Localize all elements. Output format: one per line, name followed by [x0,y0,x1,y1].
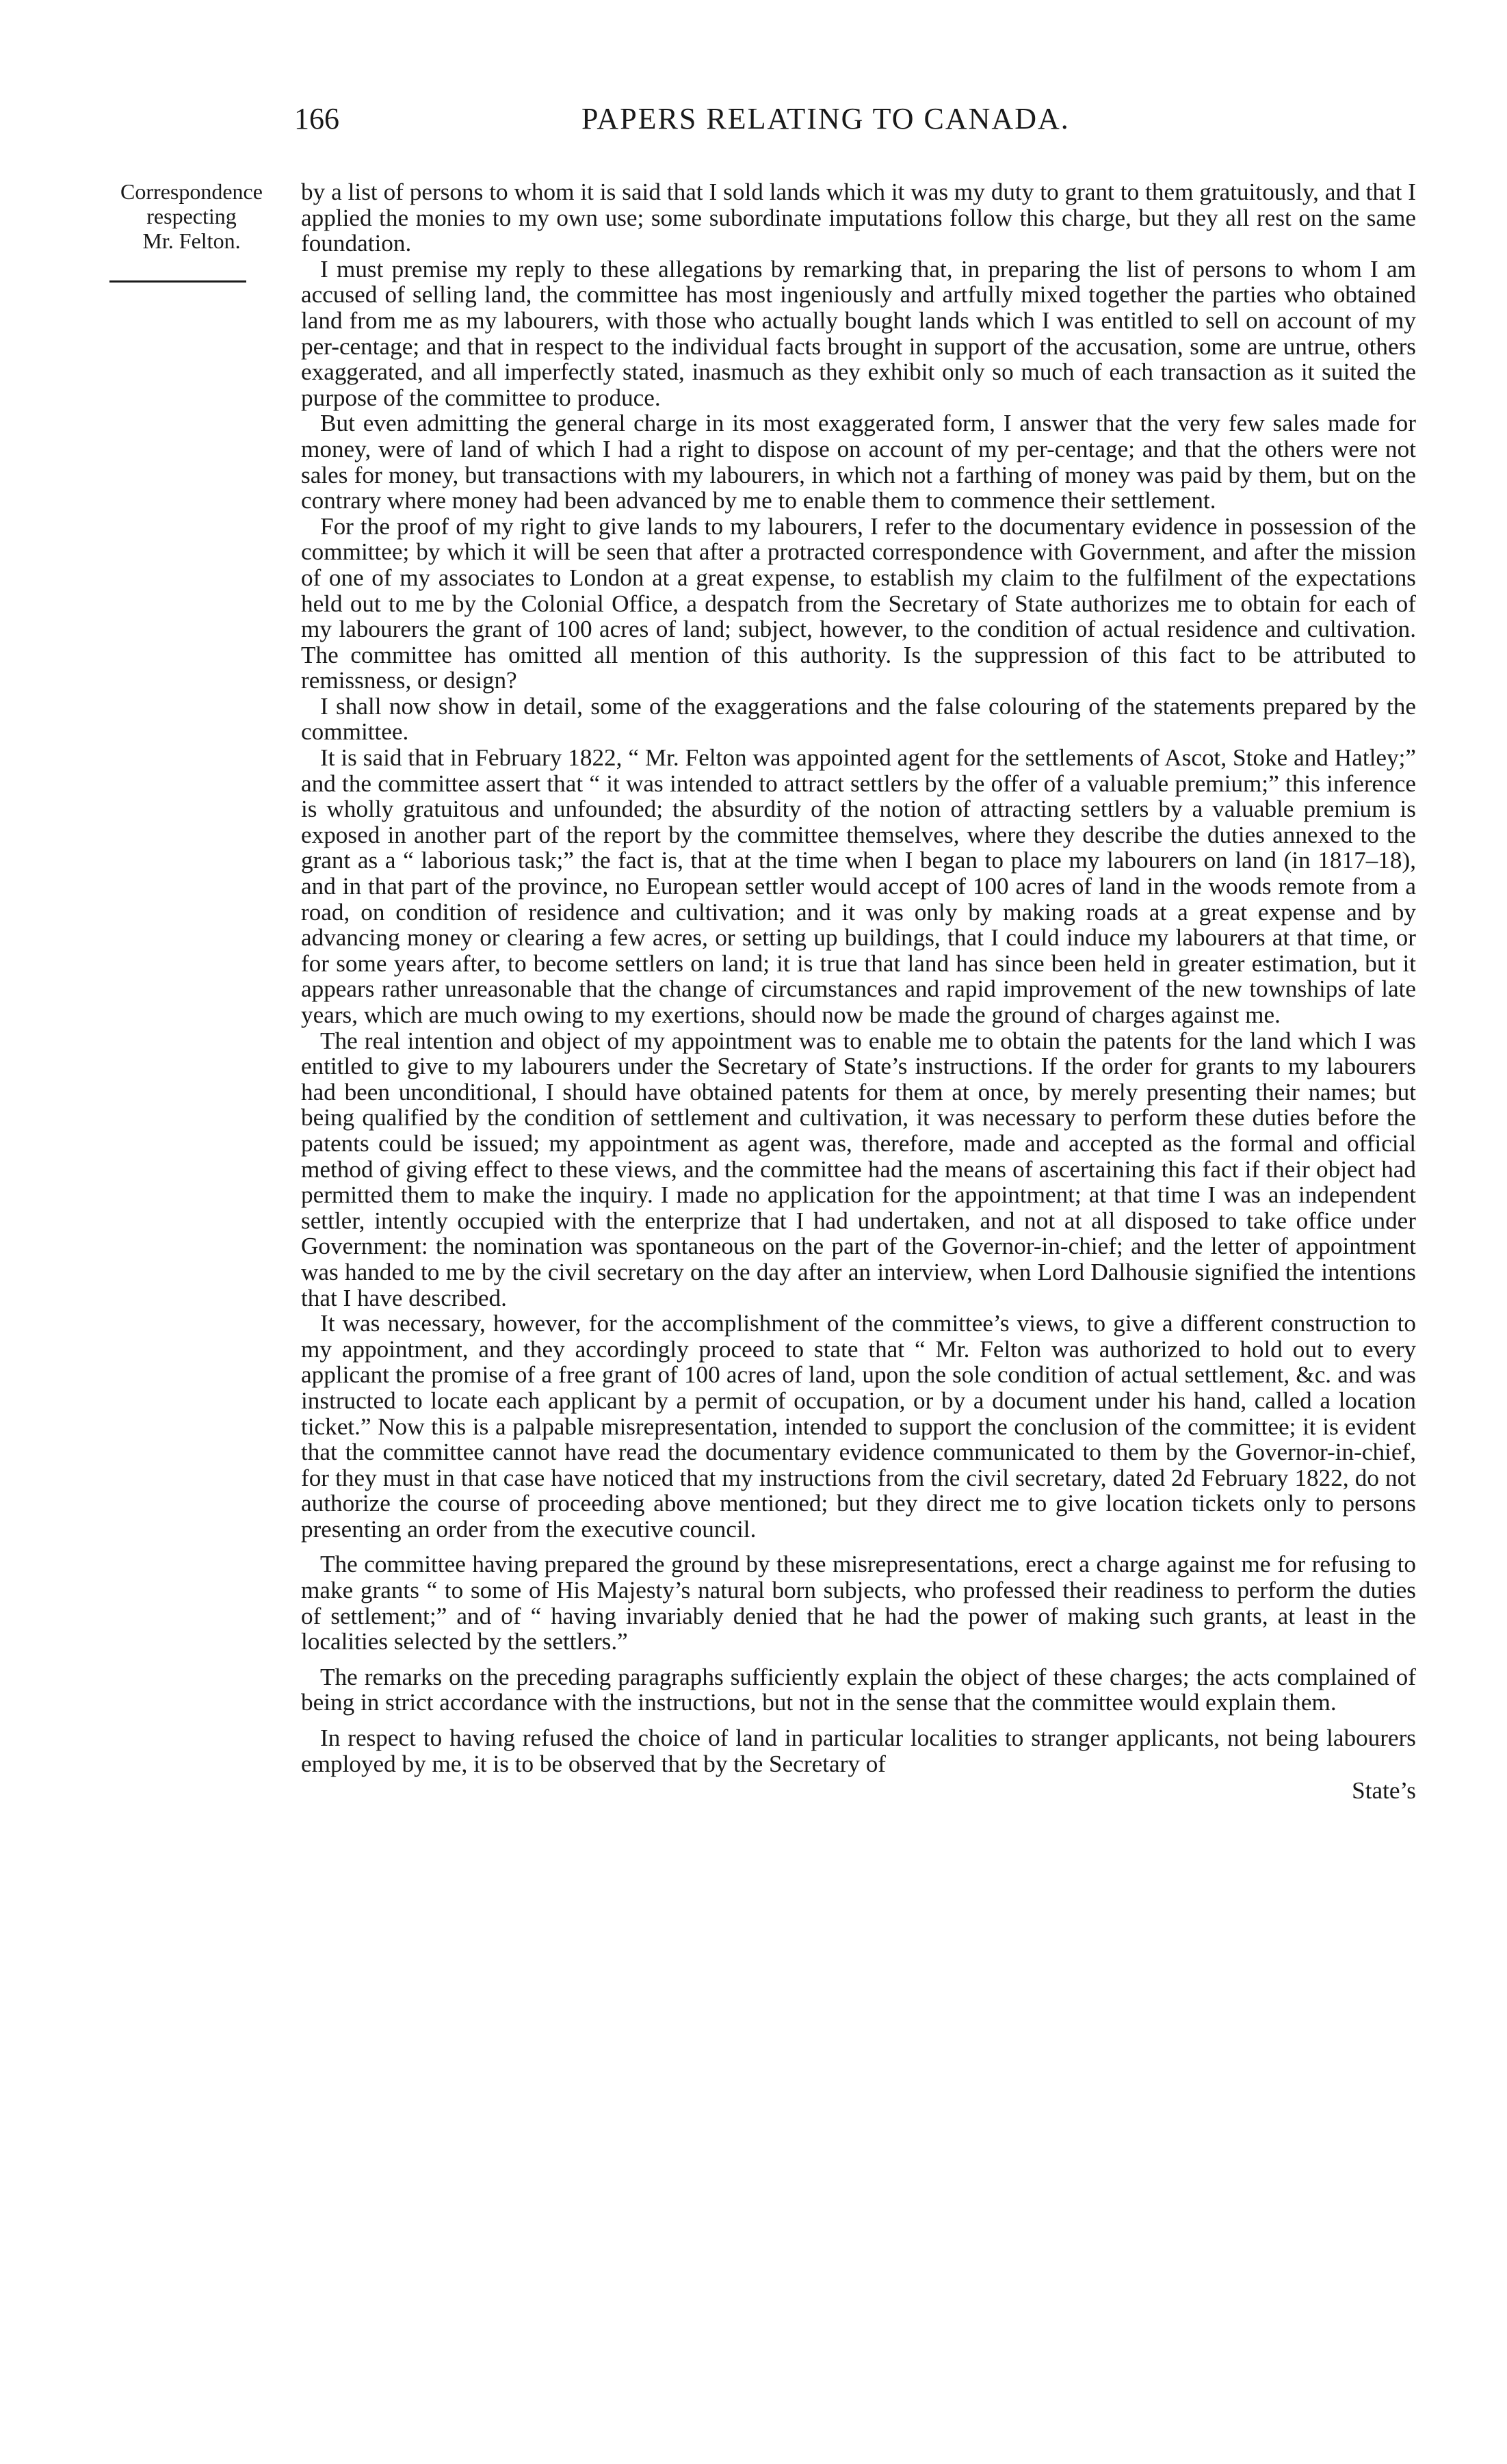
paragraph-1: by a list of persons to whom it is said that I sold lands which it was my duty to grant to them gratuitously, and that I applied the monies to my own use; some subordinate imputations follow this charge, but they all rest on the same foundation. [301,179,1416,257]
margin-note [89,179,294,253]
page-number: 166 [294,102,339,135]
margin-note-line: respecting [146,204,237,228]
paragraph-3: But even admitting the general charge in its most exaggerated form, I answer that the very few sales made for money, were of land of which I had a right to dispose on account of my per-centage; and that the others were not sales for money, but transactions with my labourers, in which not a farthing of money was paid by them, but on the contrary where money had been advanced by me to enable them to commence their settlement. [301,410,1416,514]
paragraph-9: The committee having prepared the ground by these misrepresentations, erect a charge against me for refusing to make grants “ to some of His Majesty’s natural born subjects, who professed their readiness to perform the duties of settlement;” and of “ having invariably denied that he had the power of making such grants, at least in the localities selected by the settlers.” [301,1551,1416,1655]
page-header [0,101,1507,142]
paragraph-10: The remarks on the preceding paragraphs sufficiently explain the object of these charges; the acts complained of being in strict accordance with the instructions, but not in the sense that the committee would explain them. [301,1663,1416,1716]
running-title: PAPERS RELATING TO CANADA. [581,102,1070,135]
paragraph-6: It is said that in February 1822, “ Mr. Felton was appointed agent for the settlements of Ascot, Stoke and Hatley;” and the committee assert that “ it was intended to attract settlers by the offer of a valuable premium;” this inference is wholly gratuitous and unfounded; the absurdity of the notion of attracting settlers by a valuable premium is exposed in another part of the report by the committee themselves, where they describe the duties annexed to the grant as a “ laborious task;” the fact is, that at the time when I began to place my labourers on land (in 1817–18), and in that part of the province, no European settler would accept of 100 acres of land in the woods remote from a road, on condition of residence and cultivation; and it was only by making roads at a great expense and by advancing money or clearing a few acres, or setting up buildings, that I could induce my labourers at that time, or for some years after, to become settlers on land; it is true that land has since been held in greater estimation, but it appears rather unreasonable that the change of circumstances and rapid improvement of the new townships of late years, which are much owing to my exertions, should now be made the ground of charges against me. [301,744,1416,1028]
catchword: State’s [1352,1777,1416,1805]
margin-note-line: Mr. Felton. [142,228,241,253]
paragraph-7: The real intention and object of my appointment was to enable me to obtain the patents for the land which I was entitled to give to my labourers under the Secretary of State’s instructions. If the order for grants to my labourers had been unconditional, I should have obtained patents for them at once, by merely presenting their names; but being qualified by the condition of settlement and cultivation, it was necessary to perform these duties before the patents could be issued; my appointment as agent was, therefore, made and accepted as the formal and official method of giving effect to these views, and the committee had the means of ascertaining this fact if their object had permitted them to make the inquiry. I made no application for the appointment; at that time I was an independent settler, intently occupied with the enterprize that I had undertaken, and not at all disposed to take office under Government: the nomination was spontaneous on the part of the Governor-in-chief; and the letter of appointment was handed to me by the civil secretary on the day after an interview, when Lord Dalhousie signified the intentions that I have described. [301,1027,1416,1311]
paragraph-4: For the proof of my right to give lands to my labourers, I refer to the documentary evidence in possession of the committee; by which it will be seen that after a protracted correspondence with Government, and after the mission of one of my associates to London at a great expense, to establish my claim to the fulfilment of the expectations held out to me by the Colonial Office, a despatch from the Secretary of State authorizes me to obtain for each of my labourers the grant of 100 acres of land; subject, however, to the condition of actual residence and cultivation. The committee has omitted all mention of this authority. Is the suppression of this fact to be attributed to remissness, or design? [301,512,1416,694]
paragraph-11: In respect to having refused the choice of land in particular localities to stranger applicants, not being labourers employed by me, it is to be observed that by the Secretary of [301,1725,1416,1777]
body-text [301,179,1416,1804]
paragraph-2: I must premise my reply to these allegations by remarking that, in preparing the list of persons to whom I am accused of selling land, the committee has most ingeniously and artfully mixed together the parties who obtained land from me as my labourers, with those who actually bought lands which I was entitled to sell on account of my per-centage; and that in respect to the individual facts brought in support of the accusation, some are untrue, others exaggerated, and all imperfectly stated, inasmuch as they exhibit only so much of each transaction as it suited the purpose of the committee to produce. [301,255,1416,411]
paragraph-5: I shall now show in detail, some of the exaggerations and the false colouring of the statements prepared by the committee. [301,692,1416,746]
margin-note-line: Correspondence [120,179,263,204]
margin-note-rule [109,280,246,283]
paragraph-8: It was necessary, however, for the accomplishment of the committee’s views, to give a different construction to my appointment, and they accordingly proceed to state that “ Mr. Felton was authorized to hold out to every applicant the promise of a free grant of 100 acres of land, upon the sole condition of actual settlement, &c. and was instructed to locate each applicant by a permit of occupation, or by a document under his hand, called a location ticket.” Now this is a palpable misrepresentation, intended to support the conclusion of the committee; it is evident that the committee cannot have read the documentary evidence communicated to them by the Governor-in-chief, for they must in that case have noticed that my instructions from the civil secretary, dated 2d February 1822, do not authorize the course of proceeding above mentioned; but they direct me to give location tickets only to persons presenting an order from the executive council. [301,1310,1416,1543]
